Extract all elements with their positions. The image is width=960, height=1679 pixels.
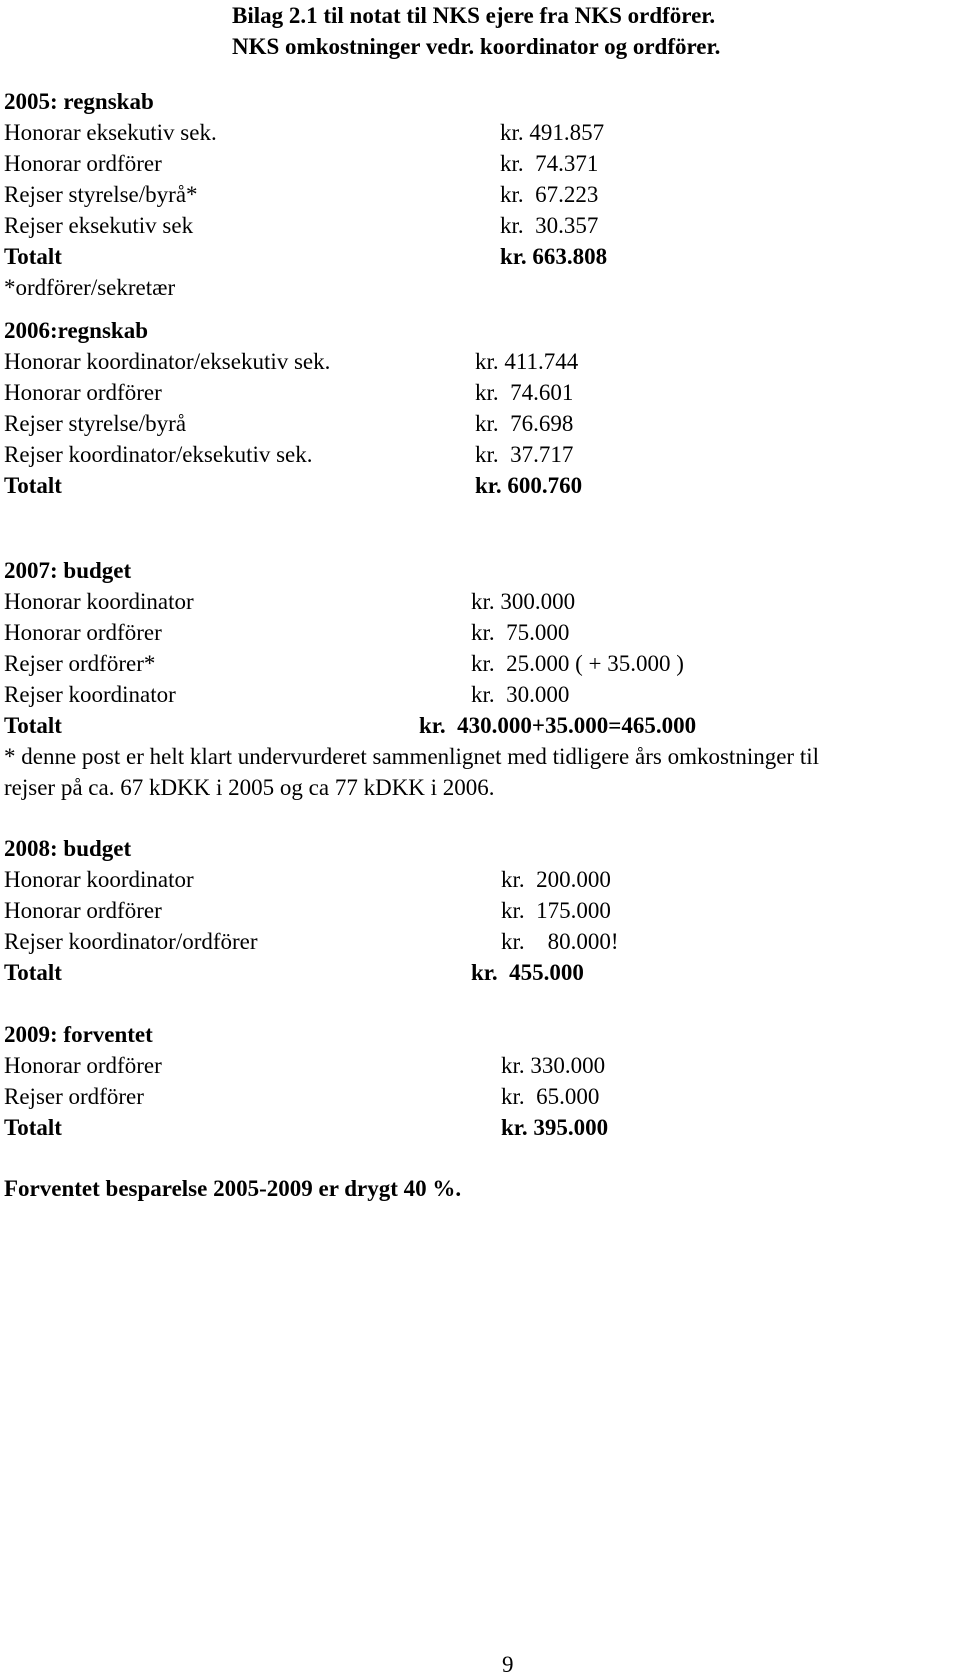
row-label: Rejser eksekutiv sek <box>4 213 194 238</box>
row-label: Rejser styrelse/byrå <box>4 411 187 436</box>
row-amount: kr. 65.000 <box>501 1084 600 1109</box>
table-row <box>4 179 954 210</box>
row-amount: kr. 74.601 <box>475 380 574 405</box>
row-amount: kr. 300.000 <box>471 589 576 614</box>
row-label: Honorar koordinator <box>4 867 194 892</box>
row-label: Rejser koordinator/eksekutiv sek. <box>4 442 313 467</box>
total-label: Totalt <box>4 713 62 738</box>
heading-line-2: NKS omkostninger vedr. koordinator og ordförer. <box>232 34 721 59</box>
heading-line-1: Bilag 2.1 til notat til NKS ejere fra NKS ordförer. <box>232 3 716 28</box>
total-label: Totalt <box>4 960 62 985</box>
table-row <box>4 895 954 926</box>
row-label: Honorar ordförer <box>4 898 162 923</box>
document-heading <box>232 0 720 62</box>
row-label: Rejser ordförer <box>4 1084 144 1109</box>
section-2006 <box>4 315 954 501</box>
table-row <box>4 864 954 895</box>
row-amount: kr. 37.717 <box>475 442 574 467</box>
section-title: 2006:regnskab <box>4 318 148 343</box>
total-amount: kr. 455.000 <box>471 960 584 985</box>
section-title: 2008: budget <box>4 836 132 861</box>
table-row <box>4 117 954 148</box>
table-row <box>4 346 954 377</box>
row-label: Rejser ordförer* <box>4 651 156 676</box>
total-label: Totalt <box>4 473 62 498</box>
row-label: Honorar koordinator <box>4 589 194 614</box>
table-row <box>4 586 954 617</box>
table-row <box>4 377 954 408</box>
table-row <box>4 439 954 470</box>
table-row <box>4 148 954 179</box>
total-amount: kr. 600.760 <box>475 473 583 498</box>
total-row <box>4 470 954 501</box>
row-amount: kr. 80.000! <box>501 929 619 954</box>
footnote: *ordförer/sekretær <box>4 275 176 300</box>
table-row <box>4 926 954 957</box>
total-row <box>4 1112 954 1143</box>
row-amount: kr. 200.000 <box>501 867 611 892</box>
row-label: Honorar ordförer <box>4 151 162 176</box>
row-amount: kr. 25.000 ( + 35.000 ) <box>471 651 684 676</box>
total-amount: kr. 663.808 <box>500 244 608 269</box>
row-label: Rejser koordinator <box>4 682 176 707</box>
section-2009 <box>4 1019 954 1143</box>
section-2005 <box>4 86 954 303</box>
table-row <box>4 648 954 679</box>
note-2007 <box>4 741 954 803</box>
row-label: Honorar koordinator/eksekutiv sek. <box>4 349 331 374</box>
row-label: Honorar ordförer <box>4 1053 162 1078</box>
row-amount: kr. 75.000 <box>471 620 570 645</box>
section-title: 2007: budget <box>4 558 132 583</box>
total-row <box>4 241 954 272</box>
total-label: Totalt <box>4 244 62 269</box>
table-row <box>4 617 954 648</box>
section-title: 2005: regnskab <box>4 89 154 114</box>
row-amount: kr. 411.744 <box>475 349 579 374</box>
section-title: 2009: forventet <box>4 1022 153 1047</box>
table-row <box>4 1050 954 1081</box>
note-line-1: * denne post er helt klart undervurderet sammenlignet med tidligere års omkostninger til <box>4 744 819 769</box>
table-row <box>4 210 954 241</box>
row-amount: kr. 175.000 <box>501 898 611 923</box>
row-amount: kr. 491.857 <box>500 120 605 145</box>
conclusion: Forventet besparelse 2005-2009 er drygt 40 %. <box>4 1176 462 1201</box>
total-row <box>4 957 954 988</box>
row-label: Honorar eksekutiv sek. <box>4 120 217 145</box>
row-label: Rejser koordinator/ordförer <box>4 929 258 954</box>
row-amount: kr. 30.357 <box>500 213 599 238</box>
total-amount: kr. 430.000+35.000=465.000 <box>419 713 697 738</box>
total-row <box>4 710 954 741</box>
note-line-2: rejser på ca. 67 kDKK i 2005 og ca 77 kDKK i 2006. <box>4 775 495 800</box>
row-amount: kr. 330.000 <box>501 1053 606 1078</box>
row-label: Honorar ordförer <box>4 620 162 645</box>
total-label: Totalt <box>4 1115 62 1140</box>
table-row <box>4 1081 954 1112</box>
page-number: 9 <box>502 1652 514 1677</box>
row-amount: kr. 67.223 <box>500 182 599 207</box>
row-amount: kr. 30.000 <box>471 682 570 707</box>
row-label: Rejser styrelse/byrå* <box>4 182 198 207</box>
section-2008 <box>4 833 954 988</box>
row-label: Honorar ordförer <box>4 380 162 405</box>
section-2007 <box>4 555 954 741</box>
table-row <box>4 408 954 439</box>
row-amount: kr. 74.371 <box>500 151 599 176</box>
table-row <box>4 679 954 710</box>
row-amount: kr. 76.698 <box>475 411 574 436</box>
total-amount: kr. 395.000 <box>501 1115 609 1140</box>
